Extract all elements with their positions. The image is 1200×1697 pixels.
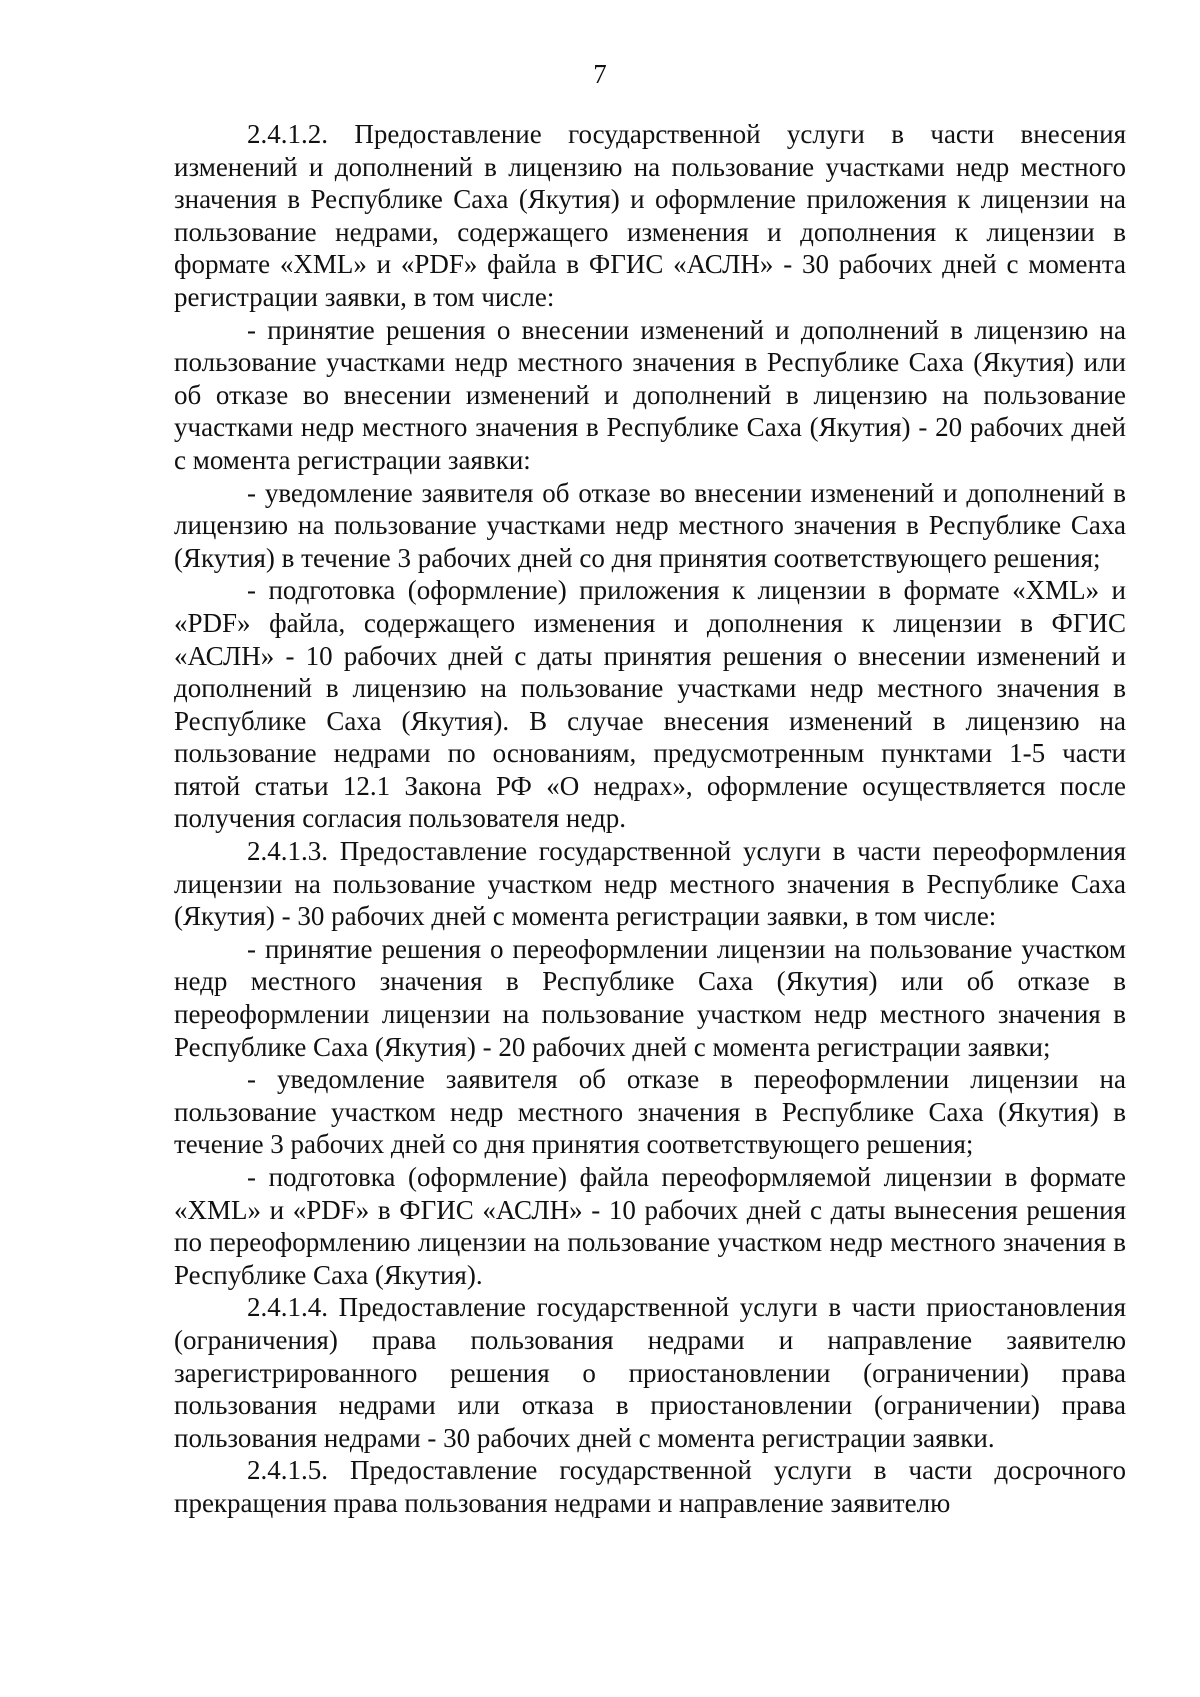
- paragraph-prepare-reissue-file: - подготовка (оформление) файла переоформляемой лицензии в формате «XML» и «PDF» в ФГИС «АСЛН» - 10 рабочих дней с даты вынесения решения по переоформлению лицензии на пользование участком недр местного значения в Республике Саха (Якутия).: [174, 1162, 1126, 1290]
- paragraph-2-4-1-4: 2.4.1.4. Предоставление государственной услуги в части приостановления (ограничения) права пользования недрами и направление заявителю зарегистрированного решения о приостановлении (ограничении) права пользования недрами или отказа в приостановлении (ограничении) права пользования недрами - 30 рабочих дней с момента регистрации заявки.: [174, 1292, 1126, 1453]
- paragraph-notice-refusal-amendment: - уведомление заявителя об отказе во внесении изменений и дополнений в лицензию на пользование участками недр местного значения в Республике Саха (Якутия) в течение 3 рабочих дней со дня принятия соответствующего решения;: [174, 477, 1126, 573]
- paragraph-2-4-1-5: 2.4.1.5. Предоставление государственной услуги в части досрочного прекращения права пользования недрами и направление заявителю: [174, 1455, 1126, 1518]
- paragraph-decision-amendment: - принятие решения о внесении изменений и дополнений в лицензию на пользование участками недр местного значения в Республике Саха (Якутия) или об отказе во внесении изменений и дополнений в лицензию на пользование участками недр местного значения в Республике Саха (Якутия) - 20 рабочих дней с момента регистрации заявки:: [174, 314, 1126, 475]
- document-body: [174, 118, 1126, 1520]
- page-number: 7: [593, 59, 607, 89]
- paragraph-2-4-1-2: 2.4.1.2. Предоставление государственной услуги в части внесения изменений и дополнений в лицензию на пользование участками недр местного значения в Республике Саха (Якутия) и оформление приложения к лицензии на пользование недрами, содержащего изменения и дополнения к лицензии в формате «XML» и «PDF» файла в ФГИС «АСЛН» - 30 рабочих дней с момента регистрации заявки, в том числе:: [174, 119, 1126, 312]
- paragraph-2-4-1-3: 2.4.1.3. Предоставление государственной услуги в части переоформления лицензии на пользование участком недр местного значения в Республике Саха (Якутия) - 30 рабочих дней с момента регистрации заявки, в том числе:: [174, 836, 1126, 932]
- paragraph-notice-refusal-reissue: - уведомление заявителя об отказе в переоформлении лицензии на пользование участком недр местного значения в Республике Саха (Якутия) в течение 3 рабочих дней со дня принятия соответствующего решения;: [174, 1064, 1126, 1160]
- paragraph-prepare-appendix: - подготовка (оформление) приложения к лицензии в формате «XML» и «PDF» файла, содержащего изменения и дополнения к лицензии в ФГИС «АСЛН» - 10 рабочих дней с даты принятия решения о внесении изменений и дополнений в лицензию на пользование участками недр местного значения в Республике Саха (Якутия). В случае внесения изменений в лицензию на пользование недрами по основаниям, предусмотренным пунктами 1-5 части пятой статьи 12.1 Закона РФ «О недрах», оформление осуществляется после получения согласия пользователя недр.: [174, 575, 1126, 834]
- paragraph-decision-reissue: - принятие решения о переоформлении лицензии на пользование участком недр местного значения в Республике Саха (Якутия) или об отказе в переоформлении лицензии на пользование участком недр местного значения в Республике Саха (Якутия) - 20 рабочих дней с момента регистрации заявки;: [174, 933, 1126, 1062]
